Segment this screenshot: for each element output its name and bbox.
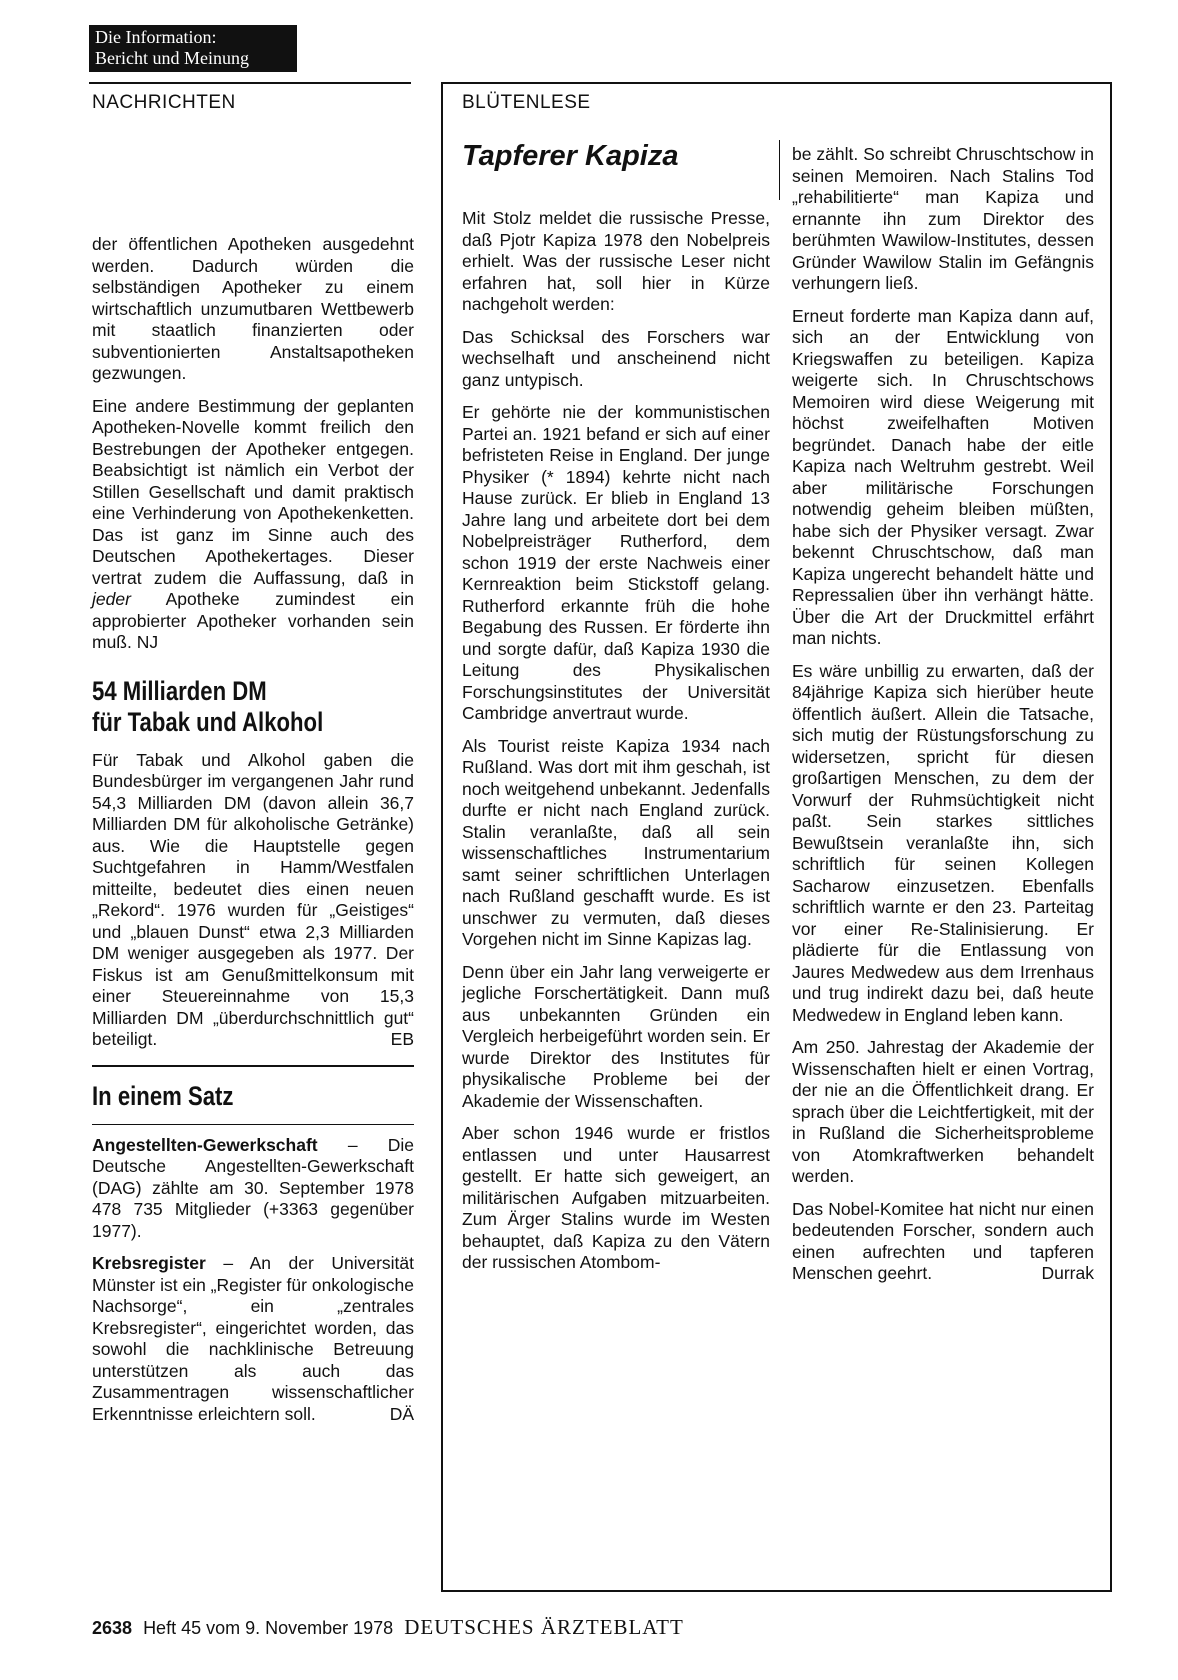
section-nachrichten: NACHRICHTEN	[92, 92, 236, 113]
paragraph: Er gehörte nie der kommunistischen Partei an. 1921 befand er sich auf einer befristeten Reise in England. Der junge Physiker (* 1894) kehrte nicht nach Hause zurück. Er blieb in England 13 Jahre lang und arbeitete dort bei dem Nobelpreisträger Rutherford, dem schon 1919 der erste Nachweis einer Kernreaktion beim Stickstoff gelang. Rutherford erkannte früh die hohe Begabung des Russen. Er förderte ihn und sorgte dafür, daß Kapiza 1930 die Leitung des Physikalischen Forschungsinstitutes der Universität Cambridge anvertraut wurde.	[462, 402, 770, 723]
column-separator	[779, 140, 780, 200]
left-column	[92, 234, 414, 1436]
paragraph: Für Tabak und Alkohol gaben die Bundesbürger im vergangenen Jahr rund 54,3 Milliarden DM (davon allein 36,7 Milliarden DM für alkoholische Getränke) aus. Wie die Hauptstelle gegen Suchtgefahren in Hamm/Westfalen mitteilte, bedeutet dies einen neuen „Rekord“. 1976 wurden für „Geistiges“ und „blauen Dunst“ etwa 2,3 Milliarden DM weniger ausgegeben als 1977. Der Fiskus ist am Genußmittelkonsum mit einer Steuereinnahme von 15,3 Milliarden DM „überdurchschnittlich gut“ beteiligt. EB	[92, 749, 414, 1049]
divider	[92, 1124, 414, 1125]
section-divider	[92, 1065, 414, 1067]
paragraph: Als Tourist reiste Kapiza 1934 nach Rußland. Was dort mit ihm geschah, ist noch weitgehend unbekannt. Jedenfalls durfte er nicht nach England zurück. Stalin veranlaßte, daß all sein wissenschaftliches Instrumentarium samt seiner schriftlichen Unterlagen nach Rußland geschafft wurde. Es ist unschwer zu vermuten, daß dieses Vorgehen nicht im Sinne Kapizas lag.	[462, 735, 770, 949]
byline: Durrak	[1041, 1263, 1094, 1283]
page-number: 2638	[92, 1618, 133, 1638]
section-bluetenlese: BLÜTENLESE	[462, 92, 591, 113]
news-item: Angestellten-Gewerkschaft – Die Deutsche Angestellten-Gewerkschaft (DAG) zählte am 30. September 1978 478 735 Mitglieder (+3363 gegenüber 1977).	[92, 1134, 414, 1241]
paragraph: be zählt. So schreibt Chruschtschow in seinen Memoiren. Nach Stalins Tod „rehabilitierte“ man Kapiza und ernannte ihn zum Direktor des berühmten Wawilow-Institutes, dessen Gründer Wawilow Stalin im Gefängnis verhungern ließ.	[792, 144, 1094, 293]
paragraph: Mit Stolz meldet die russische Presse, daß Pjotr Kapiza 1978 den Nobelpreis erhielt. Was der russische Leser nicht erfahren hat, soll hier in Kürze nachgeholt werden:	[462, 208, 770, 314]
page-footer	[92, 1615, 684, 1640]
headline-in-einem-satz: In einem Satz	[92, 1080, 234, 1111]
rubric-line-2: Bericht und Meinung	[95, 48, 249, 68]
paragraph: Am 250. Jahrestag der Akademie der Wissenschaften hielt er einen Vortrag, der nie an die Öffentlichkeit drang. Er sprach über die Leichtfertigkeit, mit der in Rußland die Sicherheitsprobleme von Atomkraftwerken behandelt werden.	[792, 1037, 1094, 1186]
left-top-rule	[89, 82, 411, 84]
paragraph: Eine andere Bestimmung der geplanten Apotheken-Novelle kommt freilich den Bestrebungen der Apotheker entgegen. Beabsichtigt ist nämlich ein Verbot der Stillen Gesellschaft und damit praktisch eine Verhinderung von Apothekenketten. Das ist ganz im Sinne auch des Deutschen Apothekertages. Dieser vertrat zudem die Auffassung, daß in jeder Apotheke zumindest ein approbierter Apotheker vorhanden sein muß. NJ	[92, 395, 414, 652]
article-title: Tapferer Kapiza	[462, 140, 679, 172]
headline-tabak-alkohol: 54 Milliarden DM für Tabak und Alkohol	[92, 675, 324, 737]
box-column-right	[792, 144, 1094, 1296]
paragraph: Denn über ein Jahr lang verweigerte er jegliche Forschertätigkeit. Dann muß aus unbekannten Gründen ein Vergleich herbeigeführt worden sein. Er wurde Direktor des Institutes für physikalische Probleme bei der Akademie der Wissenschaften.	[462, 961, 770, 1111]
paragraph: der öffentlichen Apotheken ausgedehnt werden. Dadurch würden die selbständigen Apotheker zu einem wirtschaftlich unzumutbaren Wettbewerb mit staatlich finanzierten oder subventionierten Anstaltsapotheken gezwungen.	[92, 234, 414, 383]
rubric-header	[89, 25, 297, 72]
byline: EB	[390, 1029, 414, 1049]
rubric-line-1: Die Information:	[95, 27, 217, 47]
news-item: Krebsregister – An der Universität Münster ist ein „Register für onkologische Nachsorge“, ein „zentrales Krebsregister“, eingerichtet worden, das sowohl die nachklinische Betreuung unterstützen als auch das Zusammentragen wissenschaftlicher Erkenntnisse erleichtern soll. DÄ	[92, 1253, 414, 1424]
paragraph: Aber schon 1946 wurde er fristlos entlassen und unter Hausarrest gestellt. Er hatte sich geweigert, an militärischen Aufgaben mitzuarbeiten. Zum Ärger Stalins wurde im Westen behauptet, daß Kapiza zu den Vätern der russischen Atombom-	[462, 1123, 770, 1272]
box-column-middle	[462, 208, 770, 1285]
paragraph: Das Schicksal des Forschers war wechselhaft und anscheinend nicht ganz untypisch.	[462, 326, 770, 390]
paragraph: Das Nobel-Komitee hat nicht nur einen bedeutenden Forscher, sondern auch einen aufrechten und tapferen Menschen geehrt. Durrak	[792, 1198, 1094, 1283]
paragraph: Es wäre unbillig zu erwarten, daß der 84jährige Kapiza sich hierüber heute öffentlich äußert. Allein die Tatsache, sich mutig der Rüstungsforschung zu widersetzen, spricht für diesen großartigen Menschen, zu dem der Vorwurf der Ruhmsüchtigkeit nicht paßt. Sein starkes sittliches Bewußtsein veranlaßte ihn, sich schriftlich für seinen Kollegen Sacharow einzusetzen. Ebenfalls schriftlich warnte er den 23. Parteitag vor einer Re-Stalinisierung. Er plädierte für die Entlassung von Jaures Medwedew aus dem Irrenhaus und trug indirekt dazu bei, daß heute Medwedew in England leben kann.	[792, 660, 1094, 1025]
magazine-name: DEUTSCHES ÄRZTEBLATT	[404, 1615, 684, 1639]
paragraph: Erneut forderte man Kapiza dann auf, sich an der Entwicklung von Kriegswaffen zu beteiligen. Kapiza weigerte sich. In Chruschtschows Memoiren wird diese Weigerung mit höchst zweifelhaften Motiven begründet. Danach habe der eitle Kapiza nach Weltruhm gestrebt. Weil aber militärische Forschungen notwendig geheim bleiben müßten, habe sich der Physiker versagt. Zwar bekennt Chruschtschow, daß man Kapiza ungerecht behandelt hätte und Repressalien über ihn verhängt hätte. Über die Art der Druckmittel erfährt man nichts.	[792, 305, 1094, 648]
issue-info: Heft 45 vom 9. November 1978	[143, 1618, 394, 1638]
byline: DÄ	[389, 1403, 414, 1424]
